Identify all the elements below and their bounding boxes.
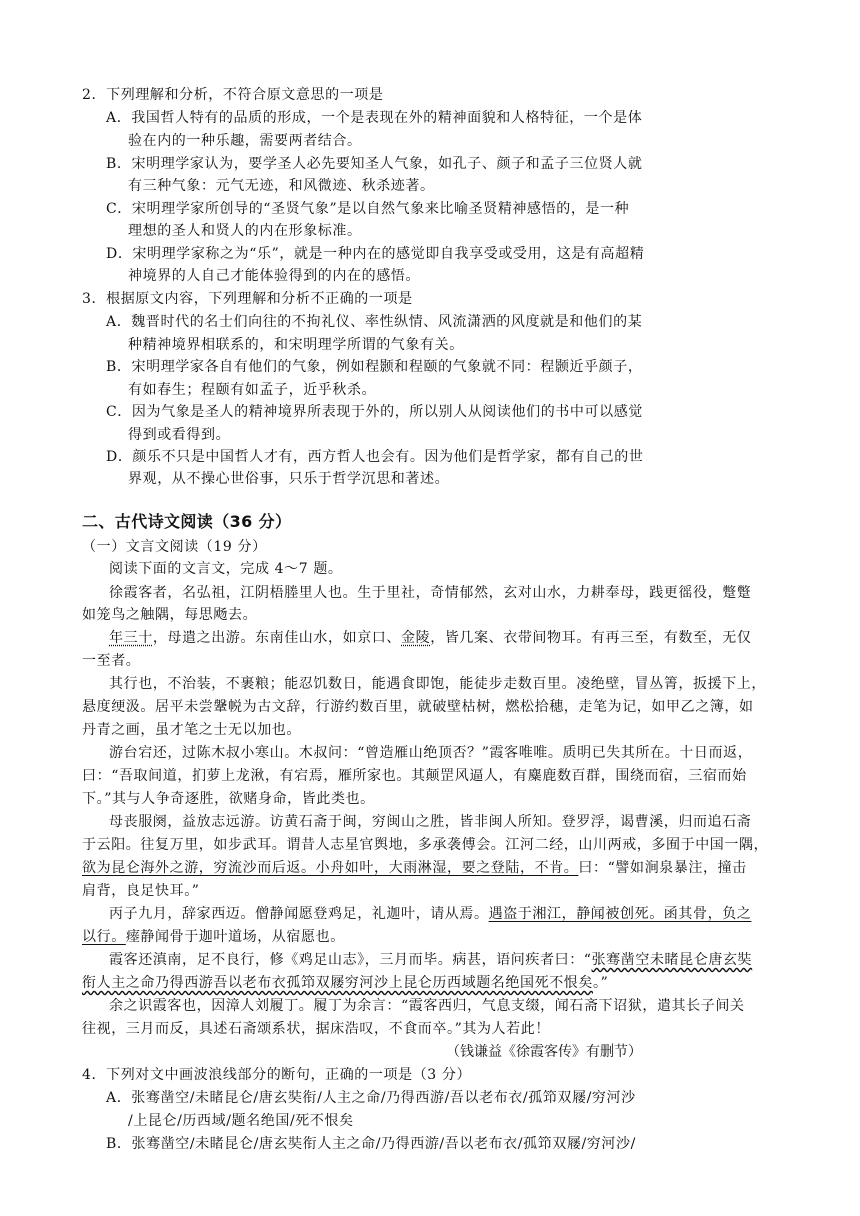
q2-option-d-cont: 神境界的人自己才能体验得到的内在的感悟。 xyxy=(128,268,420,284)
passage-line xyxy=(109,628,751,648)
passage-line: 下。”其与人争奇逐胜，欲赌身命，皆此类也。 xyxy=(82,791,375,807)
passage-text: 瘗静闻骨于迦叶道场，从宿愿也。 xyxy=(125,929,345,945)
passage-line xyxy=(82,927,782,947)
passage-line: 往视，三月而反，具述石斋颂系状，据床浩叹，不食而卒。”其为人若此！ xyxy=(82,1021,550,1037)
q3-option-c: C．因为气象是圣人的精神境界所表现于外的，所以别人从阅读他们的书中可以感觉 xyxy=(106,404,643,420)
underlined-text: 以行。 xyxy=(82,929,126,945)
question-3-stem: 3．根据原文内容，下列理解和分析不正确的一项是 xyxy=(82,291,413,307)
passage-line: 肩背，良足快耳。” xyxy=(82,883,200,899)
underlined-text: 欲为昆仑海外之游，穷流沙而后返。小舟如叶，大雨淋湿，要之登陆，不肯。 xyxy=(82,860,579,876)
passage-line: 悬度绠汲。居平未尝鞶帨为古文辞，行游约数百里，就破壁枯树，燃松拾穗，走笔为记，如甲乙之簿，如 xyxy=(82,699,754,715)
q3-option-b-cont: 有如春生；程颐有如孟子，近乎秋杀。 xyxy=(128,382,377,398)
section-heading: 二、古代诗文阅读（36 分） xyxy=(82,512,292,531)
q3-option-d-cont: 界观，从不操心世俗事，只乐于哲学沉思和著述。 xyxy=(128,471,450,487)
passage-line: 余之识霞客也，因漳人刘履丁。履丁为余言：“霞客西归，气息支缀，闻石斋下诏狱，遣其长子间关 xyxy=(109,998,745,1014)
passage-line: 游台宕还，过陈木叔小寒山。木叔问：“曾造雁山绝顶否？”霞客唯唯。质明已失其所在。十日而返， xyxy=(109,745,753,761)
q2-option-c-cont: 理想的圣人和贤人的内在形象标准。 xyxy=(128,223,362,239)
wavy-underlined-text: 衔人主之命乃得西游吾以老布衣孤笻双屦穷河沙上昆仑历西域题名绝国死不恨矣 xyxy=(82,975,593,991)
passage-line xyxy=(82,858,782,878)
passage-line: 于云阳。往复万里，如步武耳。谓昔人志星官舆地，多承袭傅会。江河二经，山川两戒，多囿于中国一隅， xyxy=(82,837,769,853)
subsection-heading: （一）文言文阅读（19 分） xyxy=(82,539,267,555)
q3-option-b: B．宋明理学家各自有他们的气象，例如程颢和程颐的气象就不同：程颢近乎颜子， xyxy=(106,359,643,375)
passage-source: （钱谦益《徐霞客传》有删节） xyxy=(446,1044,642,1060)
passage-line: 丹青之画，虽才笔之士无以加也。 xyxy=(82,722,301,738)
dotted-text: 金陵 xyxy=(401,630,431,646)
question-2-stem: 2．下列理解和分析，不符合原文意思的一项是 xyxy=(82,87,384,103)
passage-text: 。” xyxy=(593,975,609,991)
q4-option-a-cont: /上昆仑/历西域/题名绝国/死不恨矣 xyxy=(128,1113,354,1129)
q2-option-b-cont: 有三种气象：元气无迹，和风微迹、秋杀迹著。 xyxy=(128,178,435,194)
underlined-text: 遇盗于湘江，静闻被创死。函其骨，负之 xyxy=(488,906,752,922)
passage-text: 丙子九月，辞家西迈。僧静闻愿登鸡足，礼迦叶，请从焉。 xyxy=(109,906,489,922)
passage-line: 如笼鸟之触隅，每思飏去。 xyxy=(82,607,258,623)
q3-option-a: A．魏晋时代的名士们向往的不拘礼仪、率性纵情、风流潇洒的风度就是和他们的某 xyxy=(106,314,643,330)
dotted-text: 年三十 xyxy=(109,630,153,646)
passage-line: 母丧服阕，益放志远游。访黄石斋于闽，穷闽山之胜，皆非闽人所知。登罗浮，谒曹溪，归而追石斋 xyxy=(109,814,752,830)
q4-option-b: B．张骞凿空/未睹昆仑/唐玄奘衔人主之命/乃得西游/吾以老布衣/孤笻双屦/穷河沙/ xyxy=(106,1136,636,1152)
passage-line: 曰：“吾取间道，扪萝上龙湫，有宕焉，雁所家也。其颠罡风逼人，有麋鹿数百群，围绕而宿，三宿而始 xyxy=(82,768,747,784)
question-4-stem: 4．下列对文中画波浪线部分的断句，正确的一项是（3 分） xyxy=(82,1067,472,1083)
passage-line: 徐霞客者，名弘祖，江阴梧塍里人也。生于里社，奇情郁然，玄对山水，力耕奉母，践更徭役，蹩蹩 xyxy=(109,585,752,601)
q3-option-a-cont: 种精神境界相联系的，和宋明理学所谓的气象有关。 xyxy=(128,337,464,353)
passage-text: 霞客还滇南，足不良行，修《鸡足山志》，三月而毕。病甚，语问疾者曰：“ xyxy=(109,952,592,968)
q2-option-a-cont: 验在内的一种乐趣，需要两者结合。 xyxy=(128,133,362,149)
passage-text: 曰：“譬如涧泉暴注，撞击 xyxy=(578,860,747,876)
wavy-underlined-text: 张骞凿空未睹昆仑唐玄奘 xyxy=(591,952,753,968)
q4-option-a: A．张骞凿空/未睹昆仑/唐玄奘衔/人主之命/乃得西游/吾以老布衣/孤笻双屦/穷河沙 xyxy=(106,1090,636,1106)
q2-option-b: B．宋明理学家认为，要学圣人必先要知圣人气象，如孔子、颜子和孟子三位贤人就 xyxy=(106,156,643,172)
passage-line: 一至者。 xyxy=(82,653,141,669)
passage-line xyxy=(82,973,782,993)
q2-option-d: D．宋明理学家称之为“乐”，就是一种内在的感觉即自我享受或受用，这是有高超精 xyxy=(106,246,645,262)
q2-option-a: A．我国哲人特有的品质的形成，一个是表现在外的精神面貌和人格特征，一个是体 xyxy=(106,110,643,126)
q3-option-d: D．颜乐不只是中国哲人才有，西方哲人也会有。因为他们是哲学家，都有自己的世 xyxy=(106,449,644,465)
q2-option-c: C．宋明理学家所创导的“圣贤气象”是以自然气象来比喻圣贤精神感悟的，是一种 xyxy=(106,201,630,217)
passage-intro: 阅读下面的文言文，完成 4～7 题。 xyxy=(109,561,343,577)
passage-text: ，皆几案、衣带间物耳。有再三至，有数至，无仅 xyxy=(430,630,752,646)
passage-line xyxy=(109,904,751,924)
passage-line: 其行也，不治装，不裹粮；能忍饥数日，能遇食即饱，能徒步走数百里。凌绝壁，冒丛箐，扳援下上， xyxy=(109,676,766,692)
passage-line xyxy=(109,950,752,970)
q3-option-c-cont: 得到或看得到。 xyxy=(128,427,231,443)
passage-text: ，母遣之出游。东南佳山水，如京口、 xyxy=(152,630,402,646)
